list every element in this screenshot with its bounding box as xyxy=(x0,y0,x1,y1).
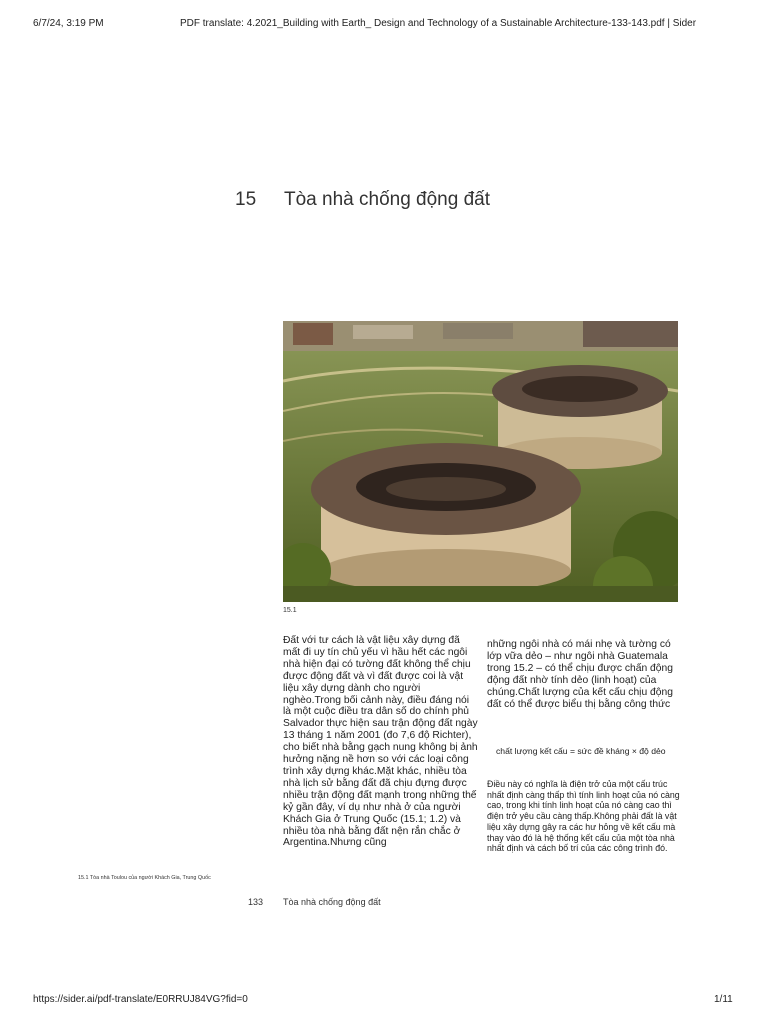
body-text-left-column: Đất với tư cách là vật liệu xây dựng đã mất đi uy tín chủ yếu vì hầu hết các ngôi nhà hiện đại có tường đất không thể chịu được động đất và vì đất được coi là vật liệu xây dựng dành cho người nghèo.Trong bối cảnh này, điều đáng nói là một cuộc điều tra dân số do chính phủ Salvador thực hiện sau trận động đất ngày 13 tháng 1 năm 2001 (đo 7,6 độ Richter), cho biết nhà bằng gạch nung không bị ảnh hưởng nặng nề hơn so với các loại công trình xây dựng khác.Mặt khác, nhiều tòa nhà lịch sử bằng đất đã chịu đựng được nhiều trận động đất mạnh trong những thế kỷ gần đây, ví dụ như nhà ở của người Khách Gia ở Trung Quốc (15.1; 1.2) và nhiều tòa nhà bằng đất nện rắn chắc ở Argentina.Nhưng cũng xyxy=(283,635,478,849)
structural-quality-formula: chất lượng kết cấu = sức đề kháng × độ dẻo xyxy=(496,746,666,756)
tulou-photo xyxy=(283,321,678,602)
chapter-number: 15 xyxy=(235,189,257,210)
print-page-title: PDF translate: 4.2021_Building with Earth_ Design and Technology of a Sustainable Architecture-133-143.pdf | Sider xyxy=(180,18,697,29)
body-text-right-column-top: những ngôi nhà có mái nhẹ và tường có lớp vữa dẻo – như ngôi nhà Guatemala trong 15.2 – có thể chịu được chấn động động đất nhờ tính dẻo (linh hoạt) của chúng.Chất lượng của kết cấu chịu động đất có thể được biểu thị bằng công thức xyxy=(487,639,673,710)
figure-caption: 15.1 Tòa nhà Toulou của người Khách Gia, Trung Quốc xyxy=(78,875,211,881)
body-text-right-column-bottom: Điều này có nghĩa là điện trở của một cấu trúc nhất định càng thấp thì tính linh hoạt của nó càng cao, trong khi tính linh hoạt của nó càng cao thì điện trở yêu cầu càng thấp.Không phải đất là vật liệu xây dựng gây ra các hư hỏng về kết cấu mà thay vào đó là hệ thống kết cấu của một tòa nhà nhất định và cách bố trí của các công trình đó. xyxy=(487,779,680,854)
running-title: Tòa nhà chống động đất xyxy=(283,897,381,907)
print-url: https://sider.ai/pdf-translate/E0RRUJ84VG?fid=0 xyxy=(33,994,248,1005)
page-number: 133 xyxy=(248,897,264,907)
chapter-title: Tòa nhà chống động đất xyxy=(284,189,491,210)
print-datetime: 6/7/24, 3:19 PM xyxy=(33,18,104,29)
figure-label: 15.1 xyxy=(283,607,297,614)
print-page-count: 1/11 xyxy=(714,994,733,1005)
